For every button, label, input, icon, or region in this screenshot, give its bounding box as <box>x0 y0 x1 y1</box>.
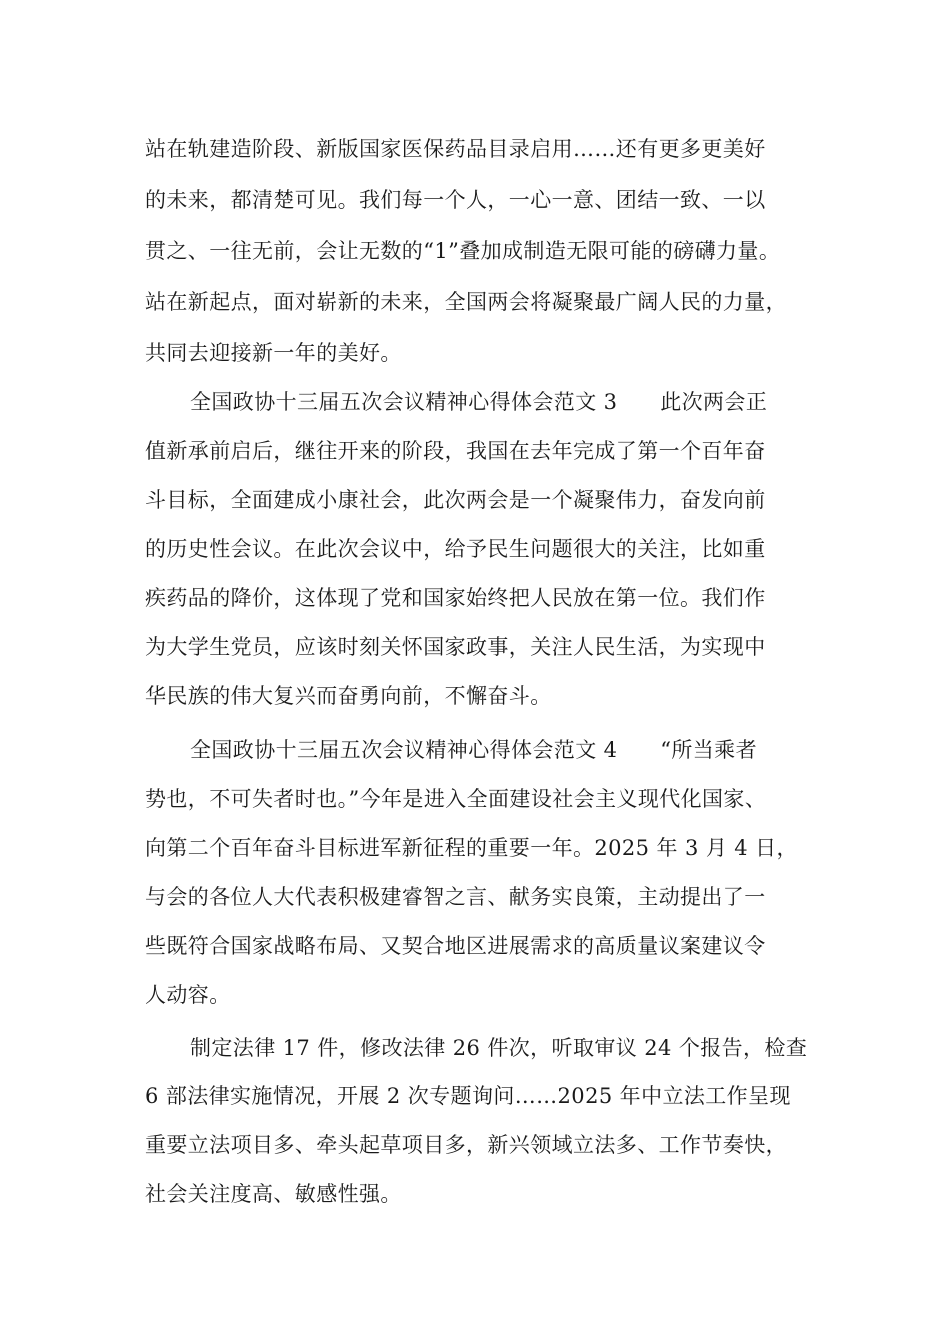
text-line: 的未来，都清楚可见。我们每一个人，一心一意、团结一致、一以 <box>145 188 766 212</box>
text-line: 制定法律 17 件，修改法律 26 件次，听取审议 24 个报告，检查 <box>190 1036 808 1060</box>
text-line: 华民族的伟大复兴而奋勇向前，不懈奋斗。 <box>145 684 552 708</box>
text-line: 全国政协十三届五次会议精神心得体会范文 4 “所当乘者 <box>190 738 757 762</box>
text-line: 为大学生党员，应该时刻关怀国家政事，关注人民生活，为实现中 <box>145 635 766 659</box>
text-line: 站在轨建造阶段、新版国家医保药品目录启用……还有更多更美好 <box>145 137 766 161</box>
text-line: 与会的各位人大代表积极建睿智之言、献务实良策，主动提出了一 <box>145 885 766 909</box>
text-line: 全国政协十三届五次会议精神心得体会范文 3 此次两会正 <box>190 390 768 414</box>
text-line: 疾药品的降价，这体现了党和国家始终把人民放在第一位。我们作 <box>145 586 766 610</box>
text-line: 势也，不可失者时也。”今年是进入全面建设社会主义现代化国家、 <box>145 787 767 811</box>
text-line: 斗目标，全面建成小康社会，此次两会是一个凝聚伟力，奋发向前 <box>145 488 766 512</box>
text-line: 向第二个百年奋斗目标进军新征程的重要一年。2025 年 3 月 4 日， <box>145 836 798 860</box>
text-line: 6 部法律实施情况，开展 2 次专题询问……2025 年中立法工作呈现 <box>145 1084 791 1108</box>
text-line: 站在新起点，面对崭新的未来，全国两会将凝聚最广阔人民的力量， <box>145 290 787 314</box>
text-line: 人动容。 <box>145 983 231 1007</box>
text-line: 共同去迎接新一年的美好。 <box>145 341 402 365</box>
text-line: 的历史性会议。在此次会议中，给予民生问题很大的关注，比如重 <box>145 537 766 561</box>
text-line: 值新承前启后，继往开来的阶段，我国在去年完成了第一个百年奋 <box>145 439 766 463</box>
text-line: 些既符合国家战略布局、又契合地区进展需求的高质量议案建议令 <box>145 934 766 958</box>
text-line: 重要立法项目多、牵头起草项目多，新兴领域立法多、工作节奏快， <box>145 1133 787 1157</box>
text-line: 社会关注度高、敏感性强。 <box>145 1182 402 1206</box>
text-line: 贯之、一往无前，会让无数的“1”叠加成制造无限可能的磅礴力量。 <box>145 239 781 263</box>
